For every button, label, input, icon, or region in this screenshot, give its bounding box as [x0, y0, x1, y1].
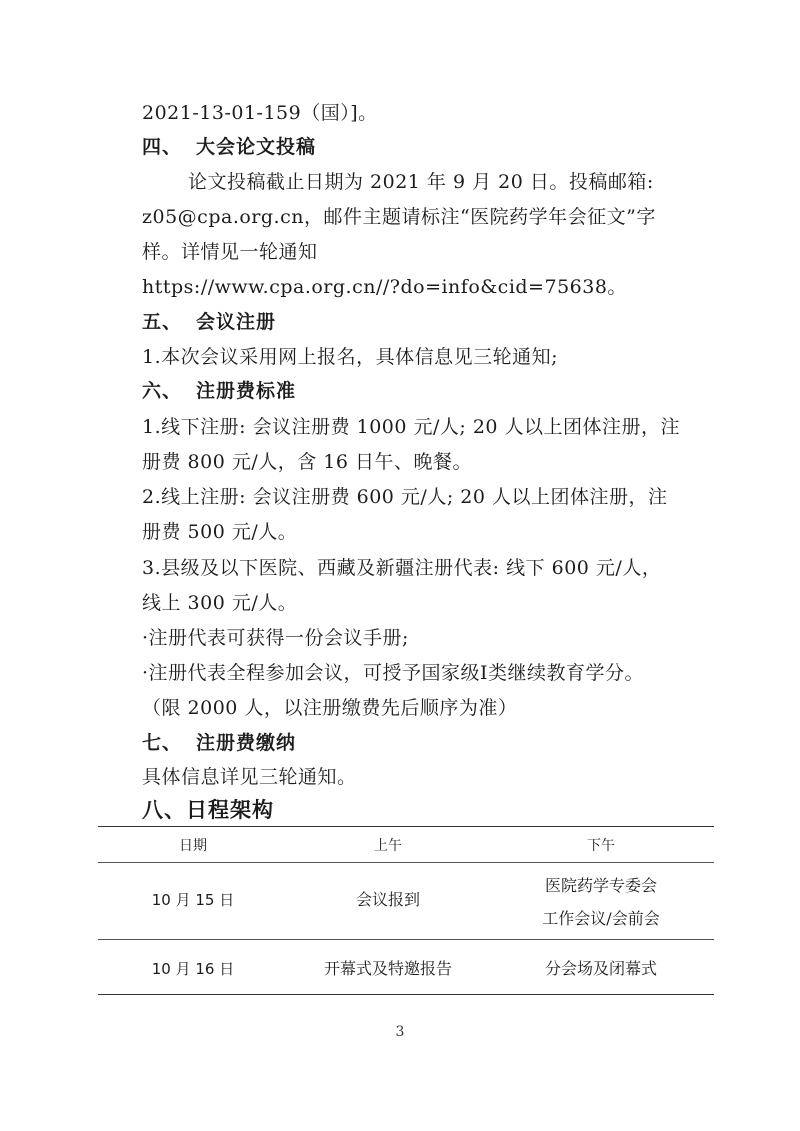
section-number: 七、 [142, 732, 183, 754]
row2-date: 10 月 16 日 [151, 960, 235, 978]
row1-date: 10 月 15 日 [151, 891, 235, 909]
text-line: 线上 300 元/人。 [142, 592, 298, 614]
row1-afternoon-line1: 医院药学专委会 [544, 876, 657, 895]
bullet-line: ·注册代表可获得一份会议手册; [142, 627, 409, 649]
section-heading-7 [142, 731, 296, 755]
text-line: 具体信息详见三轮通知。 [142, 766, 357, 788]
text-line: 论文投稿截止日期为 2021 年 9 月 20 日。投稿邮箱: [188, 171, 654, 193]
text-line: 2.线上注册: 会议注册费 600 元/人; 20 人以上团体注册，注 [142, 486, 668, 508]
table-bottom-rule [98, 994, 714, 995]
section-heading-4 [142, 135, 316, 159]
row2-morning: 开幕式及特邀报告 [323, 959, 452, 978]
section-number: 六、 [142, 380, 183, 402]
header-afternoon: 下午 [587, 838, 615, 854]
row2-afternoon: 分会场及闭幕式 [544, 959, 657, 978]
section-number: 五、 [142, 311, 183, 333]
header-date: 日期 [179, 838, 207, 854]
page-number: 3 [395, 1024, 405, 1040]
section-title: 注册费缴纳 [196, 732, 297, 754]
table-top-rule [98, 826, 714, 827]
text-line: 1.线下注册: 会议注册费 1000 元/人; 20 人以上团体注册，注 [142, 416, 681, 438]
section-number: 四、 [142, 136, 183, 158]
section-title: 大会论文投稿 [196, 136, 317, 158]
text-line: 1.本次会议采用网上报名，具体信息见三轮通知; [142, 346, 559, 368]
text-line: 3.县级及以下医院、西藏及新疆注册代表: 线下 600 元/人， [142, 557, 662, 579]
table-header-rule [98, 862, 714, 863]
section-heading-6 [142, 379, 296, 403]
note-line: （限 2000 人，以注册缴费先后顺序为准） [142, 697, 518, 719]
row1-afternoon-line2: 工作会议/会前会 [542, 909, 660, 928]
text-line: 册费 500 元/人。 [142, 521, 298, 543]
header-morning: 上午 [374, 838, 402, 854]
text-line: z05@cpa.org.cn，邮件主题请标注“医院药学年会征文”字 [142, 206, 656, 228]
table-row-rule [98, 939, 714, 940]
section-title: 注册费标准 [196, 380, 297, 402]
text-line: 2021-13-01-159（国）]。 [142, 102, 378, 124]
section-title: 会议注册 [196, 311, 277, 333]
text-line: 样。详情见一轮通知 [142, 241, 318, 263]
text-line: 册费 800 元/人，含 16 日午、晚餐。 [142, 451, 473, 473]
row1-morning: 会议报到 [355, 890, 420, 909]
section-heading-5 [142, 310, 276, 334]
url-line: https://www.cpa.org.cn//?do=info&cid=75638。 [142, 276, 627, 298]
bullet-line: ·注册代表全程参加会议，可授予国家级Ⅰ类继续教育学分。 [142, 662, 645, 684]
section-heading-8: 八、日程架构 [142, 798, 274, 822]
